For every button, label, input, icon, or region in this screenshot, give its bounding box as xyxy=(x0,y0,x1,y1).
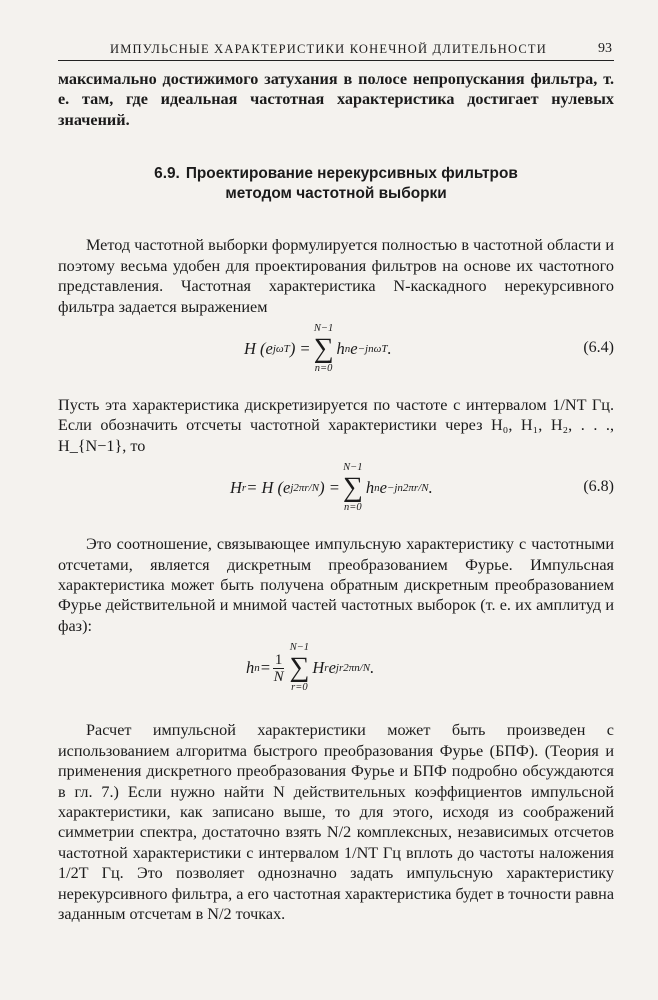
page-number: 93 xyxy=(598,41,612,56)
paragraph-4: Расчет импульсной характеристики может быть произведен с использованием алгоритма быстрого преобразования Фурье (БПФ). (Теория и применения дискретного преобразования Фурье и БПФ подробно обсуждаются в гл. 7.) Если нужно найти N действительных коэффициентов импульсной характеристики, как записано выше, то для этого, исходя из соображений симметрии спектра, достаточно взять N/2 комплексных, независимых отсчетов частотной характеристики с интервалом 1/NT Гц вплоть до частоты наложения 1/2T Гц. Это позволяет однозначно задать импульсную характеристику нерекурсивного фильтра, а его частотная характеристика будет в точности равна заданным отсчетам в N/2 точках. xyxy=(58,721,614,923)
running-header xyxy=(58,36,614,61)
paragraph-3: Это соотношение, связывающее импульсную характеристику с частотными отсчетами, является дискретным преобразованием Фурье. Импульсная характеристика может быть получена обратным дискретным преобразованием Фурье действительной и мнимой частей частотных выборок (т. е. их амплитуд и фаз): xyxy=(58,535,614,635)
running-title: ИМПУЛЬСНЫЕ ХАРАКТЕРИСТИКИ КОНЕЧНОЙ ДЛИТЕЛЬНОСТИ xyxy=(110,42,547,56)
section-number: 6.9. xyxy=(154,165,180,183)
summation-sign: N−1 ∑ n=0 xyxy=(313,323,334,375)
paragraph-2: Пусть эта характеристика дискретизируется по частоте с интервалом 1/NT Гц. Если обозначить отсчеты частотной характеристики через H₀, H₁, H₂, . . ., H_{N−1}, то xyxy=(58,396,614,455)
equation-6-4 xyxy=(58,317,614,381)
book-page xyxy=(58,36,614,924)
equation-6-4-body: H (e jωT ) = N−1 ∑ n=0 h n e −jnωT . xyxy=(244,323,392,375)
paragraph-1: Метод частотной выборки формулируется полностью в частотной области и поэтому весьма удобен для проектирования фильтров на основе их частотного представления. Частотная характеристика N-каскадного нерекурсивного фильтра задается выражением xyxy=(58,236,614,316)
equation-inverse-dft-body: h n = $\frac{1}{N}$ N−1 ∑ r=0 H r e jr2πn/N . xyxy=(246,642,375,694)
section-heading xyxy=(58,164,614,203)
summation-sign: N−1 ∑ r=0 xyxy=(289,642,310,694)
equation-number: (6.8) xyxy=(583,478,614,496)
equation-number: (6.4) xyxy=(583,339,614,357)
section-title-line2: методом частотной выборки xyxy=(225,184,447,202)
equation-6-8-body: H r = H (e j2πr/N ) = N−1 ∑ n=0 h n e −jn2πr/N . xyxy=(230,462,433,514)
equation-6-8 xyxy=(58,456,614,520)
section-title-line1: 6.9. Проектирование нерекурсивных фильтров xyxy=(154,165,518,183)
summation-sign: N−1 ∑ n=0 xyxy=(342,462,363,514)
intro-paragraph: максимально достижимого затухания в полосе непропускания фильтра, т. е. там, где идеальная частотная характеристика достигает нулевых значений. xyxy=(58,70,614,129)
fraction: $\frac{1}{N}$ xyxy=(273,651,284,685)
equation-inverse-dft xyxy=(58,636,614,706)
